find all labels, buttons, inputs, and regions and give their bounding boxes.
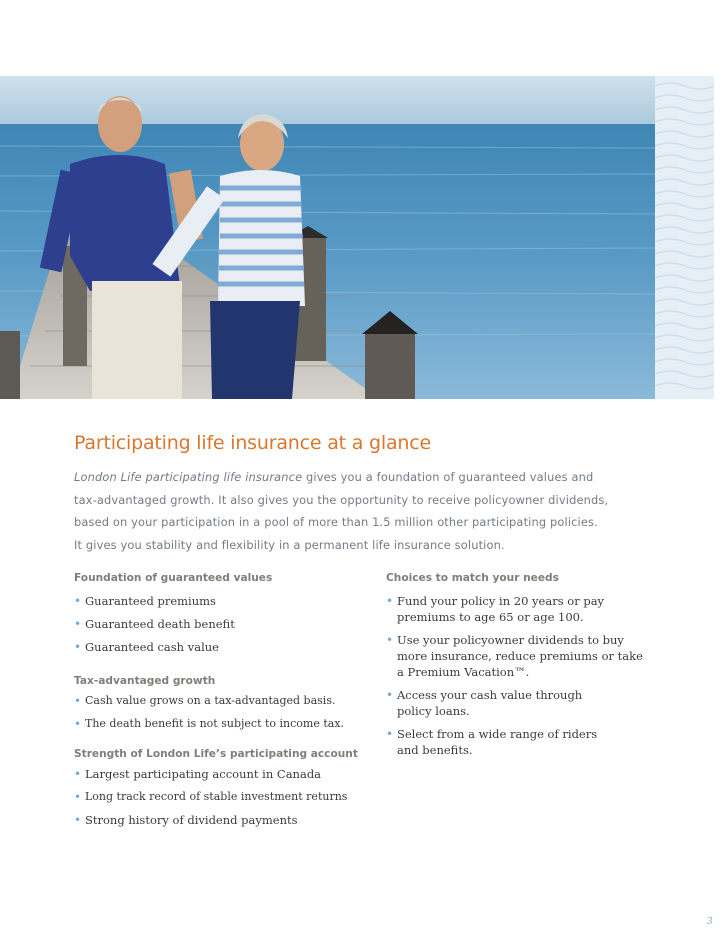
list-item: • Guaranteed premiums: [74, 594, 216, 608]
page-number: 3: [707, 917, 713, 927]
intro-line: It gives you stability and flexibility in a permanent life insurance solution.: [74, 537, 505, 552]
bullet-icon: •: [74, 813, 82, 827]
list-item: • Use your policyowner dividends to buy more insurance, reduce premiums or take a Premium Vacation™.: [386, 633, 643, 679]
list-item: • Strong history of dividend payments: [74, 813, 298, 827]
bullet-icon: •: [74, 617, 82, 631]
intro-text: gives you a foundation of guaranteed values and: [302, 470, 594, 484]
section-heading-guaranteed-values: Foundation of guaranteed values: [74, 572, 273, 584]
list-item: • Select from a wide range of riders and benefits.: [386, 727, 598, 757]
decorative-wave-pattern: [655, 76, 714, 399]
list-item: • Fund your policy in 20 years or pay premiums to age 65 or age 100.: [386, 594, 605, 624]
bullet-icon: •: [74, 694, 82, 708]
bullet-icon: •: [74, 717, 82, 731]
intro-line: [74, 466, 654, 489]
brand-name: London Life participating life insurance: [74, 470, 303, 484]
intro-paragraph: [74, 466, 654, 556]
right-column: [386, 570, 656, 758]
section-heading-participating-account: Strength of London Life’s participating account: [74, 748, 358, 760]
list-item: • The death benefit is not subject to income tax.: [74, 717, 345, 731]
hero-photo: [0, 76, 655, 399]
bullet-icon: •: [386, 594, 394, 608]
tax-advantaged-list: [74, 693, 364, 732]
list-item: • Guaranteed cash value: [74, 640, 219, 654]
page-title: Participating life insurance at a glance: [74, 432, 431, 454]
left-column: [74, 570, 364, 828]
bullet-icon: •: [74, 790, 82, 804]
bullet-icon: •: [74, 594, 82, 608]
list-item: • Long track record of stable investment returns: [74, 790, 348, 804]
bullet-icon: •: [386, 688, 394, 702]
intro-line: based on your participation in a pool of more than 1.5 million other participating policies.: [74, 515, 598, 530]
intro-line: tax-advantaged growth. It also gives you the opportunity to receive policyowner dividends,: [74, 492, 609, 507]
guaranteed-values-list: [74, 593, 364, 655]
list-item: • Guaranteed death benefit: [74, 617, 235, 631]
bullet-icon: •: [386, 727, 394, 741]
bullet-icon: •: [74, 767, 82, 781]
list-item: • Cash value grows on a tax-advantaged basis.: [74, 694, 336, 708]
section-heading-tax-advantaged: Tax-advantaged growth: [74, 675, 216, 687]
participating-account-list: [74, 766, 364, 828]
list-item: • Largest participating account in Canada: [74, 767, 322, 781]
section-heading-choices: Choices to match your needs: [386, 572, 559, 584]
bullet-icon: •: [386, 633, 394, 647]
list-item: • Access your cash value through policy loans.: [386, 688, 583, 718]
bullet-icon: •: [74, 640, 82, 654]
choices-list: [386, 593, 656, 758]
